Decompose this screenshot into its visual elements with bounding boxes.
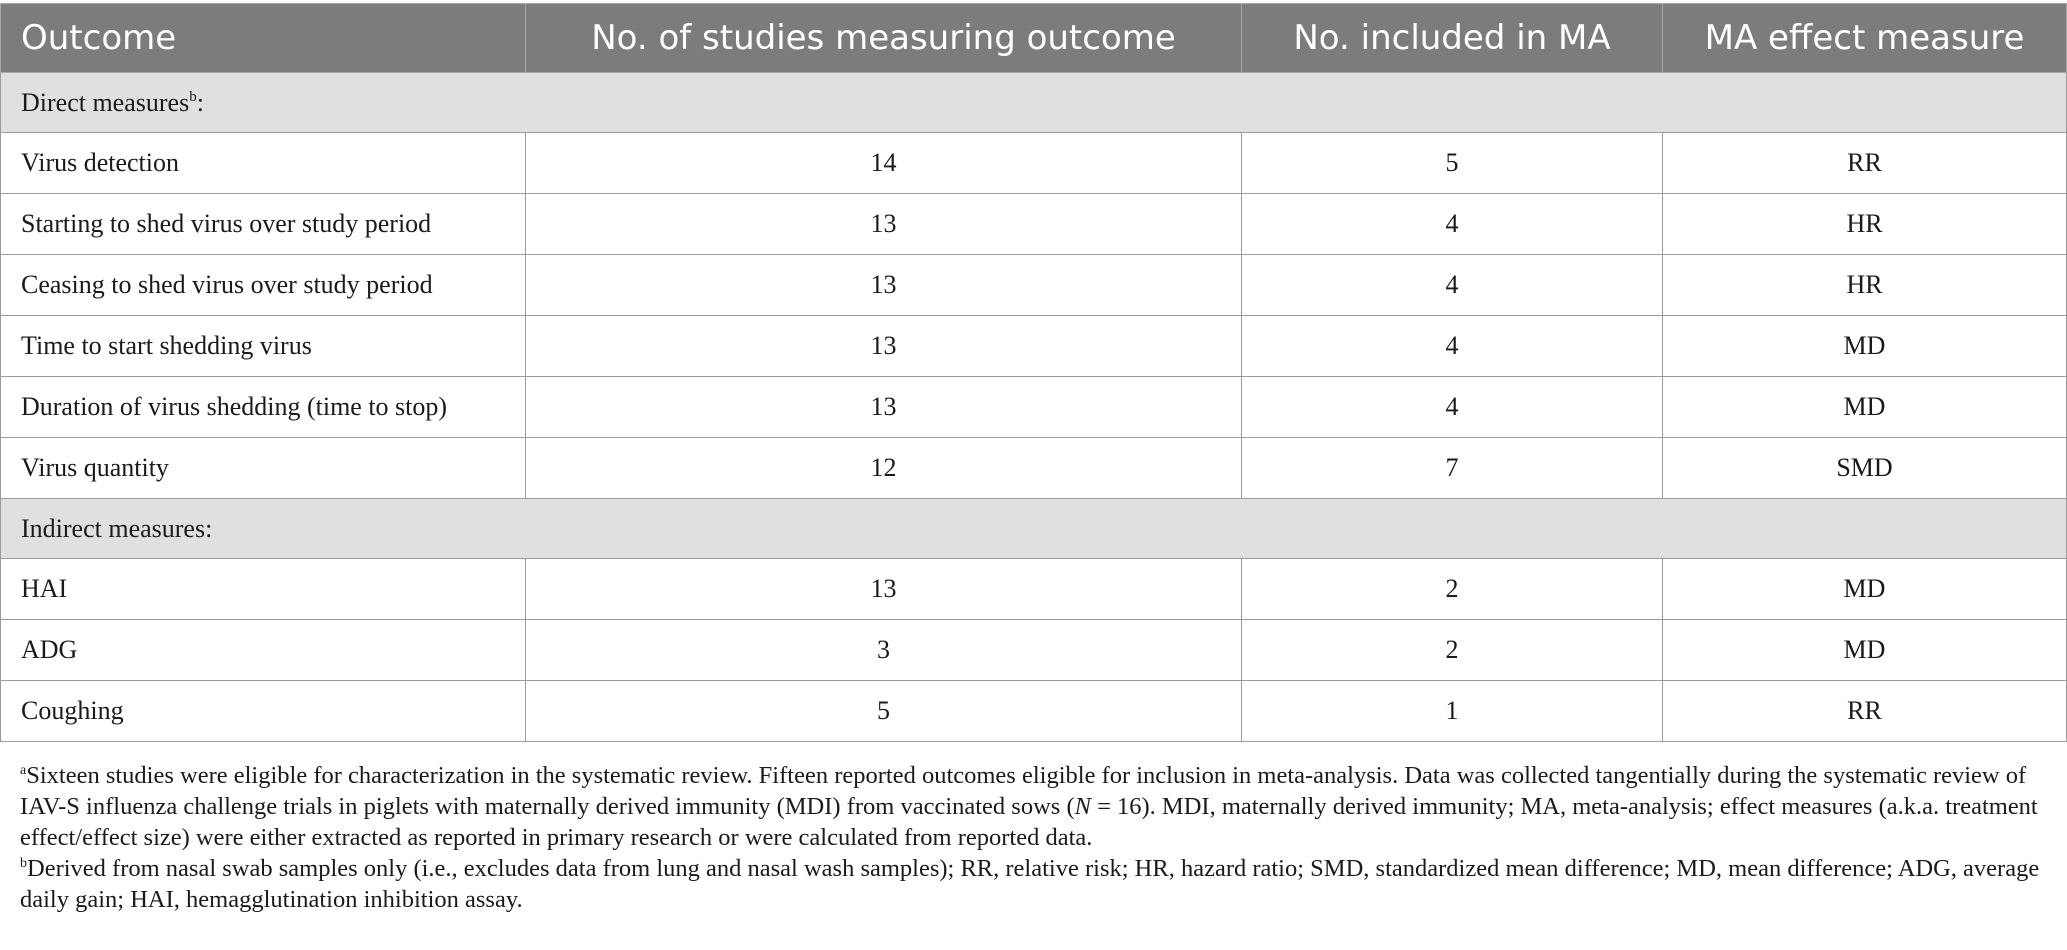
section-row-direct [1,73,2067,133]
table-header-row [1,4,2067,73]
cell-studies: 13 [526,316,1242,377]
cell-outcome: Virus quantity [1,438,526,499]
cell-measure: MD [1663,316,2067,377]
footnote-b [20,853,2050,915]
cell-outcome: Ceasing to shed virus over study period [1,255,526,316]
cell-measure: SMD [1663,438,2067,499]
cell-measure: MD [1663,620,2067,681]
section-row-indirect [1,499,2067,559]
cell-included: 4 [1242,377,1663,438]
header-outcome: Outcome [1,4,526,73]
cell-measure: HR [1663,194,2067,255]
outcomes-table [0,3,2067,742]
section-label-indirect: Indirect measures: [1,499,2067,559]
table-row [1,377,2067,438]
footnote-a-text-1: Sixteen studies were eligible for characterization in the systematic review. Fifteen reported outcomes eligible for inclusion in meta-analysis. Data was collected tangentially during the systematic review of IAV-S influenza challenge trials in piglets with maternally derived immunity (MDI) from vaccinated sows ( [20,762,2027,820]
cell-studies: 13 [526,559,1242,620]
cell-outcome: Starting to shed virus over study period [1,194,526,255]
cell-studies: 12 [526,438,1242,499]
cell-included: 2 [1242,559,1663,620]
cell-studies: 13 [526,377,1242,438]
footnote-a-mark: a [20,763,27,778]
cell-measure: HR [1663,255,2067,316]
cell-studies: 13 [526,194,1242,255]
cell-included: 2 [1242,620,1663,681]
header-studies: No. of studies measuring outcome [526,4,1242,73]
outcomes-table-container [0,3,2066,742]
table-row [1,316,2067,377]
footnote-a [20,760,2050,853]
header-included: No. included in MA [1242,4,1663,73]
cell-outcome: Virus detection [1,133,526,194]
footnote-a-text-2: = 16). MDI, maternally derived immunity; MA, meta-analysis; effect measures (a.k.a. treatment effect/effect size) were either extracted as reported in primary research or were calculated from reported data. [20,793,2038,851]
footnote-b-mark: b [20,856,27,871]
cell-measure: MD [1663,559,2067,620]
cell-studies: 14 [526,133,1242,194]
table-row [1,194,2067,255]
table-row [1,438,2067,499]
section-label-direct: Direct measures$^b$: [1,73,2067,133]
cell-studies: 13 [526,255,1242,316]
cell-included: 5 [1242,133,1663,194]
cell-measure: RR [1663,681,2067,742]
footnote-b-text: Derived from nasal swab samples only (i.e., excludes data from lung and nasal wash samples); RR, relative risk; HR, hazard ratio; SMD, standardized mean difference; MD, mean difference; ADG, average daily gain; HAI, hemagglutination inhibition assay. [20,855,2040,913]
table-row [1,620,2067,681]
cell-included: 4 [1242,255,1663,316]
header-effect-measure: MA effect measure [1663,4,2067,73]
cell-included: 4 [1242,316,1663,377]
cell-outcome: ADG [1,620,526,681]
table-row [1,133,2067,194]
cell-outcome: Duration of virus shedding (time to stop) [1,377,526,438]
footnote-a-n: N [1074,793,1091,820]
cell-outcome: HAI [1,559,526,620]
table-row [1,559,2067,620]
footnote-ref-b: b [189,88,197,105]
cell-studies: 3 [526,620,1242,681]
cell-included: 7 [1242,438,1663,499]
cell-measure: MD [1663,377,2067,438]
table-row [1,255,2067,316]
cell-outcome: Time to start shedding virus [1,316,526,377]
table-footnotes [20,760,2050,915]
cell-measure: RR [1663,133,2067,194]
cell-studies: 5 [526,681,1242,742]
table-row [1,681,2067,742]
cell-outcome: Coughing [1,681,526,742]
cell-included: 4 [1242,194,1663,255]
cell-included: 1 [1242,681,1663,742]
